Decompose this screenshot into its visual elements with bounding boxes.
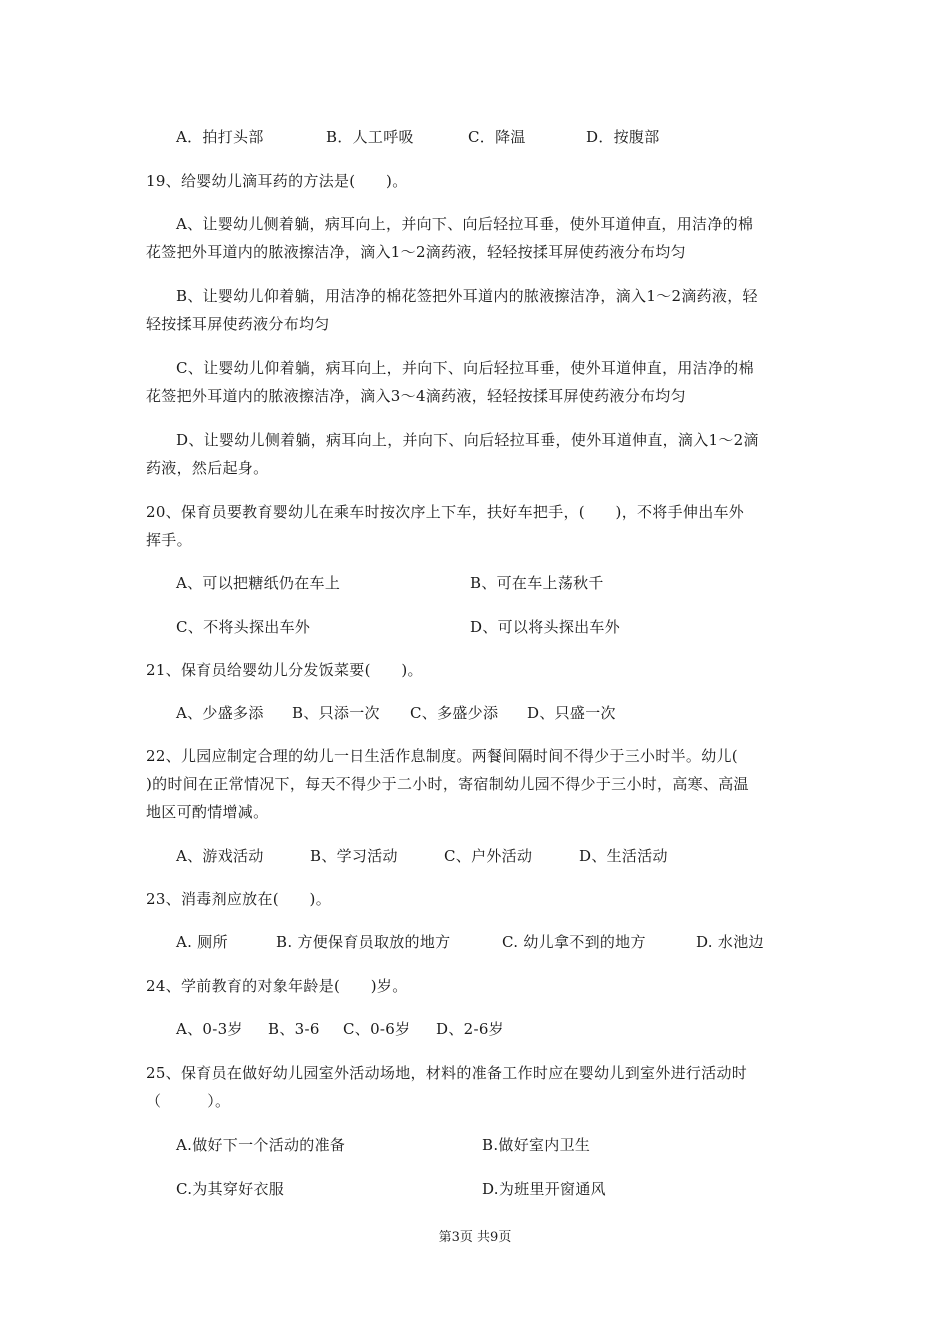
q23-option-b: B. 方便保育员取放的地方 — [276, 933, 451, 951]
q24-options — [176, 1019, 504, 1039]
q22-stem-line1: 22、儿园应制定合理的幼儿一日生活作息制度。两餐间隔时间不得少于三小时半。幼儿( — [146, 747, 738, 765]
q19-option-b-line1: B、让婴幼儿仰着躺，用洁净的棉花签把外耳道内的脓液擦洁净，滴入1～2滴药液，轻 — [176, 287, 758, 305]
q22-stem-line2: )的时间在正常情况下，每天不得少于二小时，寄宿制幼儿园不得少于三小时，高寒、高温 — [146, 775, 749, 793]
q20-option-c: C、不将头探出车外 — [176, 618, 311, 636]
q24-option-a: A、0-3岁 — [176, 1020, 243, 1038]
q22-option-c: C、户外活动 — [444, 847, 533, 865]
q25-option-a: A.做好下一个活动的准备 — [176, 1136, 346, 1154]
q19-option-a-line1: A、让婴幼儿侧着躺，病耳向上，并向下、向后轻拉耳垂，使外耳道伸直，用洁净的棉 — [176, 215, 754, 233]
q24-stem: 24、学前教育的对象年龄是( )岁。 — [146, 977, 408, 995]
q18-option-d: D．按腹部 — [586, 128, 660, 146]
q21-option-a: A、少盛多添 — [176, 704, 264, 722]
q25-option-b: B.做好室内卫生 — [482, 1136, 591, 1154]
q18-options — [176, 127, 660, 147]
q21-option-b: B、只添一次 — [292, 704, 380, 722]
q19-option-d-line2: 药液，然后起身。 — [146, 459, 269, 477]
q22-options — [176, 846, 668, 866]
q23-options — [176, 932, 764, 952]
q21-options — [176, 703, 616, 723]
q25-option-c: C.为其穿好衣服 — [176, 1180, 285, 1198]
q24-option-c: C、0-6岁 — [343, 1020, 411, 1038]
q18-option-a: A．拍打头部 — [176, 128, 264, 146]
q20-option-a: A、可以把糖纸仍在车上 — [176, 574, 341, 592]
q19-option-c-line2: 花签把外耳道内的脓液擦洁净，滴入3～4滴药液，轻轻按揉耳屏使药液分布均匀 — [146, 387, 686, 405]
q24-option-d: D、2-6岁 — [436, 1020, 504, 1038]
q19-option-a-line2: 花签把外耳道内的脓液擦洁净，滴入1～2滴药液，轻轻按揉耳屏使药液分布均匀 — [146, 243, 686, 261]
q18-option-b: B．人工呼吸 — [326, 128, 414, 146]
q23-stem: 23、消毒剂应放在( )。 — [146, 890, 331, 908]
q19-option-d-line1: D、让婴幼儿侧着躺，病耳向上，并向下、向后轻拉耳垂，使外耳道伸直，滴入1～2滴 — [176, 431, 759, 449]
q21-stem: 21、保育员给婴幼儿分发饭菜要( )。 — [146, 661, 423, 679]
q20-stem-line2: 挥手。 — [146, 531, 192, 549]
q20-stem-line1: 20、保育员要教育婴幼儿在乘车时按次序上下车，扶好车把手，( )，不将手伸出车外 — [146, 503, 745, 521]
q20-option-d: D、可以将头探出车外 — [470, 618, 621, 636]
q19-option-c-line1: C、让婴幼儿仰着躺，病耳向上，并向下、向后轻拉耳垂，使外耳道伸直，用洁净的棉 — [176, 359, 754, 377]
q22-stem-line3: 地区可酌情增减。 — [146, 803, 269, 821]
q21-option-d: D、只盛一次 — [527, 704, 616, 722]
q18-option-c: C．降温 — [468, 128, 526, 146]
q22-option-b: B、学习活动 — [310, 847, 398, 865]
q22-option-d: D、生活活动 — [579, 847, 668, 865]
q19-option-b-line2: 轻按揉耳屏使药液分布均匀 — [146, 315, 330, 333]
q23-option-d: D. 水池边 — [696, 933, 764, 951]
q25-stem-line2: （ ）。 — [146, 1092, 231, 1110]
q20-option-b: B、可在车上荡秋千 — [470, 574, 604, 592]
q23-option-c: C. 幼儿拿不到的地方 — [502, 933, 646, 951]
page-number-footer: 第3页 共9页 — [438, 1230, 512, 1245]
q23-option-a: A. 厕所 — [176, 933, 228, 951]
q25-stem-line1: 25、保育员在做好幼儿园室外活动场地，材料的准备工作时应在婴幼儿到室外进行活动时 — [146, 1064, 748, 1082]
q25-option-d: D.为班里开窗通风 — [482, 1180, 606, 1198]
q24-option-b: B、3-6 — [268, 1020, 320, 1038]
q19-stem: 19、给婴幼儿滴耳药的方法是( )。 — [146, 172, 408, 190]
q22-option-a: A、游戏活动 — [176, 847, 264, 865]
q21-option-c: C、多盛少添 — [410, 704, 499, 722]
